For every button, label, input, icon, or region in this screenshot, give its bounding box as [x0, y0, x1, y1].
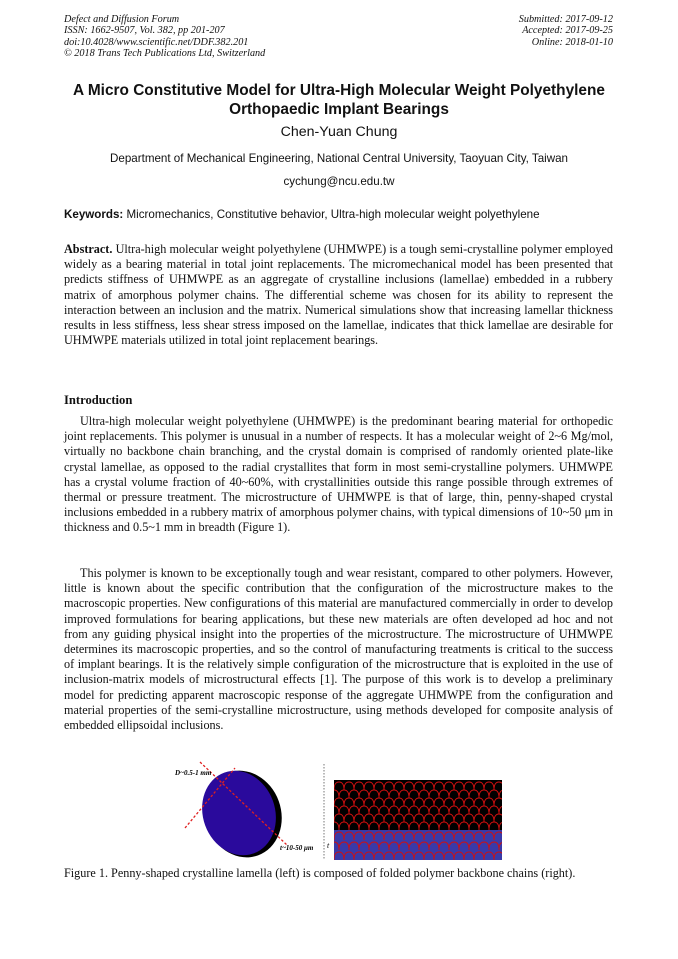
issn-line: ISSN: 1662-9507, Vol. 382, pp 201-207: [64, 25, 225, 37]
keywords-text: Micromechanics, Constitutive behavior, Ultra-high molecular weight polyethylene: [123, 208, 540, 221]
chains-illustration: [324, 764, 519, 860]
intro-paragraph-1: Ultra-high molecular weight polyethylene (UHMWPE) is the predominant bearing material for orthopedic joint replacements. This polymer is unusual in a number of respects. It has a molecular weight of 2~6 Mg/mol, virtually no backbone chain branching, and the crystal domain is comprised of randomly oriented plate-like crystal lamellae, as opposed to the radial crystallites that form in most semi-crystalline polymers. UHMWPE has a crystal volume fraction of 40~60%, with crystallinities outside this range possible through extremes of thermal or pressure treatment. The microstructure of UHMWPE is that of large, thin, penny-shaped crystal inclusions embedded in a rubbery matrix of amorphous polymer chains, with typical dimensions of 10~50 μm in thickness and 0.5~1 mm in breadth (Figure 1).: [64, 414, 613, 535]
chain-fold-arc: [324, 832, 334, 840]
paper-title: A Micro Constitutive Model for Ultra-High Molecular Weight Polyethylene Orthopaedic Implant Bearings: [73, 82, 605, 118]
chain-fold-arc: [324, 782, 334, 790]
online-date: Online: 2018-01-10: [531, 36, 613, 48]
chain-fold-arc: [504, 798, 514, 806]
chain-fold-arc: [504, 814, 514, 822]
chain-fold-arc: [324, 798, 334, 806]
chain-fold-arc: [504, 852, 514, 860]
chain-fold-arc: [509, 790, 519, 798]
doi-line: doi:10.4028/www.scientific.net/DDF.382.201: [64, 36, 249, 48]
accepted-date: Accepted: 2017-09-25: [522, 25, 613, 37]
chain-fold-arc: [324, 852, 334, 860]
journal-name: Defect and Diffusion Forum: [64, 14, 180, 25]
label-thickness: t~10-50 μm: [280, 844, 314, 852]
chain-fold-arc: [324, 814, 334, 822]
chain-fold-arc: [509, 822, 519, 830]
label-t-right: t: [327, 841, 330, 850]
chain-fold-arc: [504, 782, 514, 790]
chain-fold-arc: [509, 842, 519, 850]
section-heading-introduction: Introduction: [64, 393, 133, 407]
keywords: [64, 208, 624, 221]
abstract-text: Ultra-high molecular weight polyethylene (UHMWPE) is a tough semi-crystalline polymer employed widely as a bearing material in total joint replacements. The micromechanical model has been presented that predicts stiffness of UHMWPE as an aggregate of crystalline inclusions (lamellae) embedded in a rubbery matrix of amorphous polymer chains. The differential scheme was chosen for its ability to represent the interaction between an inclusion and the matrix. Numerical simulations show that increasing lamellar thickness results in less stiffness, less shear stress imposed on the lamellae, indicates that thick lamellae are desirable for UHMWPE materials utilized in total joint replacement bearings.: [64, 242, 613, 348]
chain-fold-arc: [504, 832, 514, 840]
label-diameter: D~0.5-1 mm: [175, 769, 212, 777]
journal-info: [64, 14, 265, 60]
submission-dates: [519, 14, 613, 48]
author-name: Chen-Yuan Chung: [280, 124, 398, 140]
copyright-line: © 2018 Trans Tech Publications Ltd, Switzerland: [64, 48, 266, 60]
figure-1: [170, 760, 530, 864]
lamella-illustration: [174, 760, 314, 864]
author-affiliation: Department of Mechanical Engineering, National Central University, Taoyuan City, Taiwan: [110, 152, 568, 165]
abstract-label: Abstract.: [64, 242, 113, 256]
chain-fold-arc: [509, 806, 519, 814]
author-email: cychung@ncu.edu.tw: [283, 175, 395, 188]
abstract: [64, 242, 613, 348]
intro-paragraph-2: This polymer is known to be exceptionally tough and wear resistant, compared to other polymers. However, little is known about the specific contribution that the configuration of the microstructure makes to the macroscopic properties. New configurations of this material are manufactured commercially in order to develop improved formulations for bearing applications, but these new materials are often developed ad hoc and not from any guiding physical insight into the properties of the microstructure. The microstructure of UHMWPE determines its macroscopic properties, and so the control of manufacturing treatments is critical to the success of implant bearings. It is the relatively simple configuration of the microstructure that is exploited in the use of inclusion-matrix models of microstructural effects [1]. The purpose of this work is to develop a preliminary model for predicting apparent macroscopic response of the aggregate UHMWPE from the configuration and material properties of the semi-crystalline microstructure, using methods developed for composite analysis of embedded ellipsoidal inclusions.: [64, 566, 613, 733]
keywords-label: Keywords:: [64, 208, 124, 221]
figure-caption: Figure 1. Penny-shaped crystalline lamella (left) is composed of folded polymer backbone chains (right).: [64, 866, 576, 880]
submitted-date: Submitted: 2017-09-12: [518, 14, 613, 25]
